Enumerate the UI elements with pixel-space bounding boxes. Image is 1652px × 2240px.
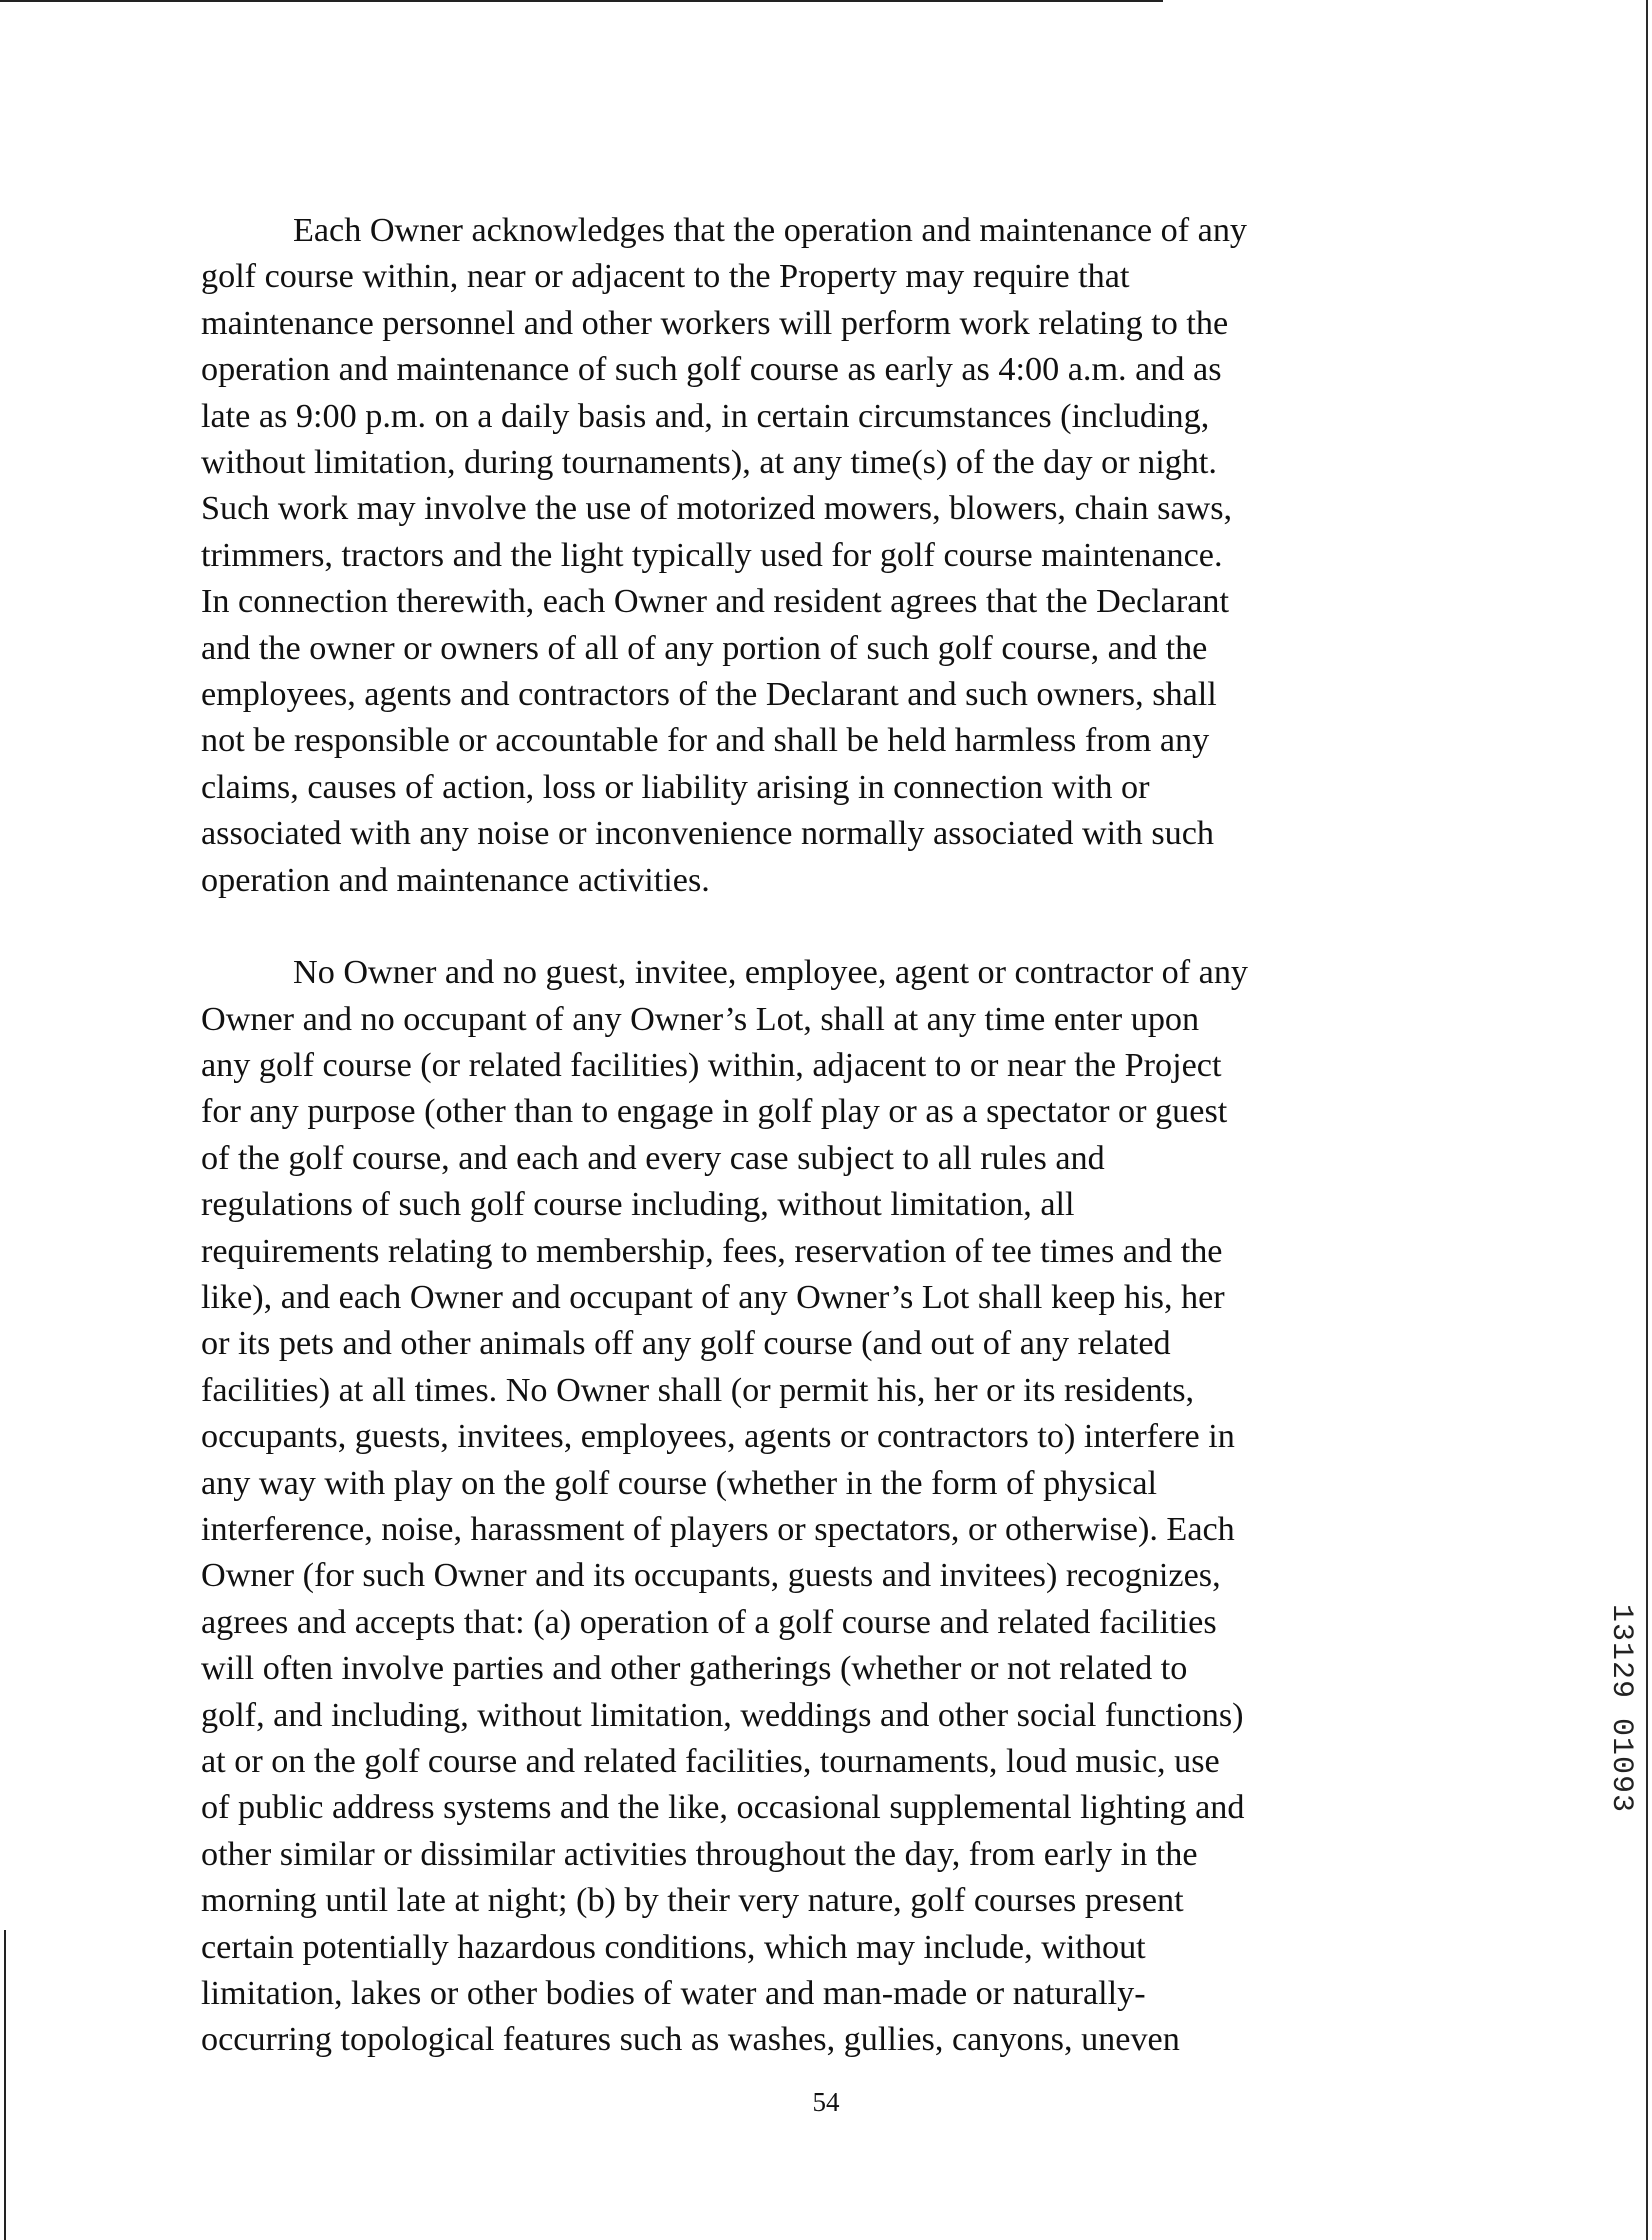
scan-left-edge [4, 1930, 6, 2240]
recording-stamp [1604, 1604, 1642, 1872]
text-line: operation and maintenance of such golf course as early as 4:00 a.m. and as [201, 351, 1222, 389]
text-line: Owner (for such Owner and its occupants, guests and invitees) recognizes, [201, 1557, 1221, 1595]
text-line: for any purpose (other than to engage in golf play or as a spectator or guest [201, 1093, 1228, 1131]
text-line: Each Owner acknowledges that the operation and maintenance of any [293, 212, 1248, 249]
text-line: maintenance personnel and other workers will perform work relating to the [201, 304, 1229, 342]
text-line: occupants, guests, invitees, employees, agents or contractors to) interfere in [201, 1418, 1235, 1456]
text-line: claims, causes of action, loss or liability arising in connection with or [201, 768, 1150, 806]
document-body [201, 208, 1411, 2064]
text-line: occurring topological features such as washes, gullies, canyons, uneven [201, 2021, 1180, 2059]
text-line: not be responsible or accountable for and shall be held harmless from any [201, 722, 1210, 760]
page-number: 54 [812, 2087, 840, 2117]
text-line: Such work may involve the use of motorized mowers, blowers, chain saws, [201, 490, 1233, 528]
text-line: agrees and accepts that: (a) operation of a golf course and related facilities [201, 1603, 1217, 1641]
text-line: any way with play on the golf course (whether in the form of physical [201, 1464, 1158, 1502]
text-line: No Owner and no guest, invitee, employee, agent or contractor of any [293, 954, 1249, 992]
text-line: employees, agents and contractors of the Declarant and such owners, shall [201, 676, 1217, 714]
text-line: at or on the golf course and related facilities, tournaments, loud music, use [201, 1743, 1220, 1780]
text-line: associated with any noise or inconvenience normally associated with such [201, 815, 1214, 853]
text-line: of public address systems and the like, occasional supplemental lighting and [201, 1789, 1245, 1827]
text-line: certain potentially hazardous conditions, which may include, without [201, 1928, 1146, 1966]
text-line: like), and each Owner and occupant of any Owner’s Lot shall keep his, her [201, 1278, 1225, 1316]
text-line: without limitation, during tournaments), at any time(s) of the day or night. [201, 444, 1217, 482]
text-line: regulations of such golf course including, without limitation, all [201, 1186, 1075, 1224]
paragraph-golf-maintenance [201, 208, 1411, 904]
text-line: limitation, lakes or other bodies of water and man-made or naturally- [201, 1975, 1146, 2013]
text-line: morning until late at night; (b) by their very nature, golf courses present [201, 1882, 1184, 1920]
text-line: interference, noise, harassment of players or spectators, or otherwise). Each [201, 1510, 1235, 1548]
paragraph-golf-course-access [201, 950, 1411, 2064]
text-line: will often involve parties and other gatherings (whether or not related to [201, 1650, 1188, 1688]
text-line: In connection therewith, each Owner and resident agrees that the Declarant [201, 583, 1230, 621]
text-line: late as 9:00 p.m. on a daily basis and, in certain circumstances (including, [201, 397, 1210, 435]
scan-right-edge [1646, 0, 1648, 2240]
scan-top-edge [0, 0, 1163, 2]
text-line: golf, and including, without limitation, weddings and other social functions) [201, 1696, 1244, 1734]
text-line: trimmers, tractors and the light typically used for golf course maintenance. [201, 536, 1223, 574]
text-line: any golf course (or related facilities) within, adjacent to or near the Project [201, 1046, 1222, 1084]
text-line: or its pets and other animals off any golf course (and out of any related [201, 1325, 1171, 1363]
recording-stamp-text: 13129 01093 [1604, 1604, 1638, 1814]
text-line: and the owner or owners of all of any portion of such golf course, and the [201, 629, 1208, 667]
text-line: operation and maintenance activities. [201, 861, 710, 899]
text-line: golf course within, near or adjacent to the Property may require that [201, 258, 1130, 296]
text-line: requirements relating to membership, fees, reservation of tee times and the [201, 1232, 1223, 1270]
text-line: Owner and no occupant of any Owner’s Lot, shall at any time enter upon [201, 1000, 1200, 1038]
text-line: other similar or dissimilar activities throughout the day, from early in the [201, 1835, 1198, 1873]
text-line: of the golf course, and each and every case subject to all rules and [201, 1139, 1105, 1177]
text-line: facilities) at all times. No Owner shall (or permit his, her or its residents, [201, 1371, 1195, 1409]
